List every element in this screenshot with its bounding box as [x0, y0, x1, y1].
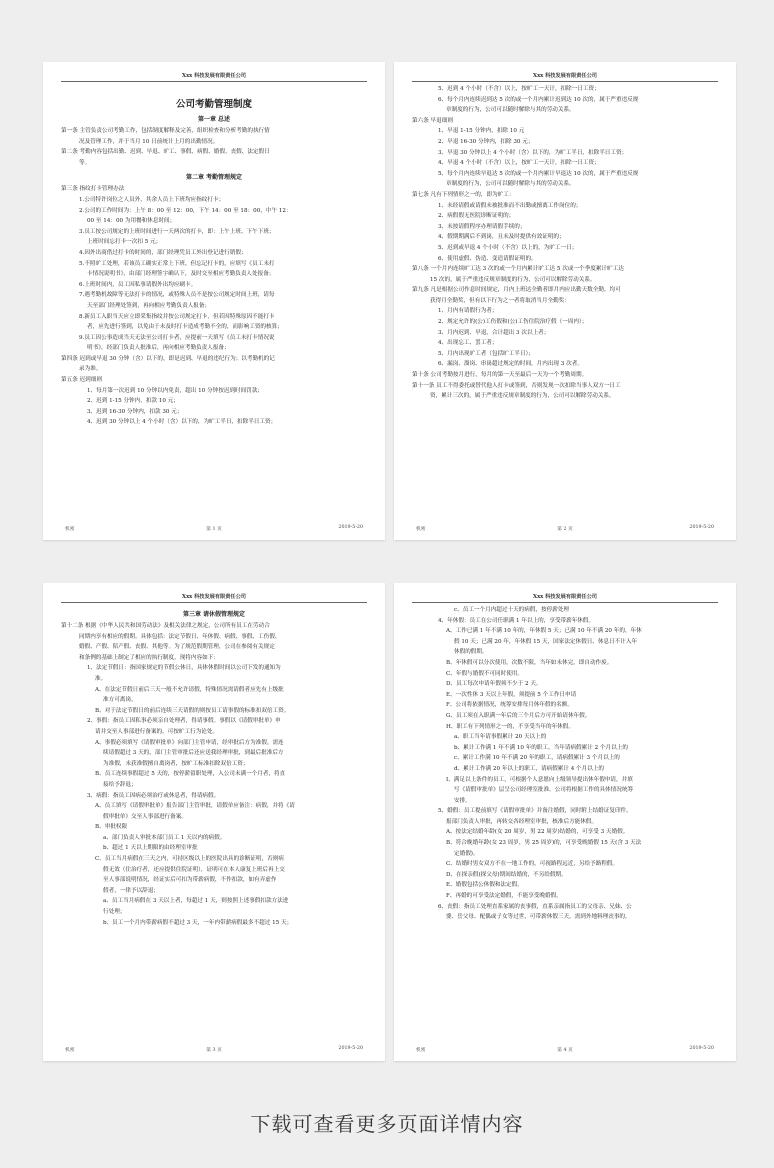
- footer-page-number: 第 1 页: [206, 527, 222, 532]
- text-line: 6、使用虚假、伪造、变造请假证明的。: [438, 255, 537, 262]
- text-line: 5.不照旷工处理，若该员工确实正常上下班，但忘记打卡的，应填写《员工未打: [79, 260, 275, 267]
- text-line: 6、每个月内连续迟到达 5 次的或一个月内累计迟到达 10 次的，属于严重违反规: [438, 96, 639, 103]
- text-line: 第二条 考勤内容包括出勤、迟到、早退、旷工、事假、病假、婚假、丧假、法定假日: [61, 149, 270, 156]
- chapter-heading: 第一章 总述: [197, 116, 231, 123]
- text-line: H、职工有下列情形之一的，不享受当年的年休假。: [446, 723, 574, 730]
- page-header: Xxx 科技发展有限责任公司: [61, 593, 367, 603]
- text-line: 2.公司的工作时间为：上午 8：00 至 12：00，下午 14：00 至 18：00，中午 12：: [79, 207, 292, 214]
- text-line: 资，累计三次的，属于严重违反规章制度的行为，公司可以解除劳动关系。: [430, 393, 615, 400]
- document-page-3: [43, 583, 385, 1061]
- text-line: 1、未经请假或请假未被批准而不出勤或擅离工作岗位的；: [438, 202, 582, 209]
- text-line: 定婚假)。: [454, 850, 479, 857]
- page-body: [412, 84, 718, 522]
- text-line: 第一条 主管负责公司考勤工作，包括制度解释及完善，组织检查和分析考勤的执行情: [61, 128, 270, 134]
- document-page-2: [394, 62, 736, 540]
- text-line: 第十一条 员工不得委托或替代他人打卡或签到，否则发现一次扣除当事人双方一日工: [412, 382, 621, 389]
- text-line: 2、病假假无医院诊断证明的；: [438, 213, 515, 220]
- page-footer: [412, 1046, 718, 1053]
- text-line: 续请假超过 3 天的，部门主管审批后还应送我经理审批，到最后批准后方: [103, 750, 284, 757]
- text-line: 4、迟到 30 分钟以上 4 个小时（含）以下的，为旷工半日，扣除半日工资；: [87, 419, 277, 426]
- page-footer: [61, 525, 367, 532]
- text-line: 假者，一律予以辞退；: [103, 887, 159, 894]
- text-line: c、员工一个月内超过十天的病假，按停薪处理: [454, 607, 570, 613]
- document-page-1: [43, 62, 385, 540]
- text-line: A、按法定结婚年龄(女 20 周岁，男 22 周岁)结婚的，可享受 3 天婚假。: [446, 829, 629, 836]
- text-line: 3、早退 30 分钟以上 4 个小时（含）以下的，为旷工半日，扣除半日工资；: [438, 149, 628, 156]
- text-line: E、一次性休 3 天以上年假，须提前 5 个工作日申请: [446, 691, 577, 698]
- text-line: 为准假，未获准假擅自离岗者，按旷工标准扣除双倍工资；: [103, 760, 249, 767]
- text-line: 8.新员工入职当天应立即采集指纹并按公司规定打卡，但若因特殊原因不能打卡: [79, 313, 275, 320]
- page-header: Xxx 科技发展有限责任公司: [412, 593, 718, 603]
- text-line: 第八条 一个月内连续旷工达 3 次的或一个月内累计旷工达 5 次或一个季度累计旷工达: [412, 266, 624, 273]
- text-line: c、累计工作满 10 年不满 20 年的职工，请病假累计 3 个月以上的: [454, 755, 620, 762]
- text-line: 写《请假审批单》层呈公司经理室批准。公司将根据工作的具体情况统筹: [454, 787, 634, 794]
- text-line: 1、每月第一次迟到 10 分钟以内免责，超出 10 分钟按迟到时间罚款；: [87, 387, 263, 394]
- document-page-4: [394, 583, 736, 1061]
- text-line: 第十二条 根据《中华人民共和国劳动法》及相关法律之规定，公司所有员工在劳动合: [61, 623, 270, 629]
- text-line: 婆、岳父母、配偶或子女等过世，可带薪休假三天，需到外地料理丧事的，: [446, 914, 631, 921]
- text-line: C、员工当月病假在三天之内，可持区级以上的医院出具的诊断证明，否则病: [95, 856, 284, 863]
- text-line: 第十条 公司考勤按月进行，每月的第一天至最后一天为一个考勤周期。: [412, 372, 588, 379]
- footer-date: 2019-5-20: [689, 525, 714, 530]
- text-line: 第三条 指纹打卡管理办法: [61, 186, 125, 193]
- text-line: 和条例的基础上制定了相应的执行制度，现将内容如下：: [79, 654, 219, 661]
- text-line: 3、迟到 16-30 分钟内，扣款 30 元；: [87, 408, 183, 415]
- text-line: 接给予辞退；: [103, 781, 137, 788]
- text-line: 2、迟到 1-15 分钟内，扣款 10 元；: [87, 398, 179, 405]
- text-line: a、部门负责人审批本部门员工 1 天以内的病假。: [103, 834, 226, 841]
- text-line: B、审批权限: [95, 824, 128, 831]
- text-line: 报部门负责人审批，再转交各经理室审批，核准后方能休假。: [446, 818, 598, 825]
- text-line: 行处理；: [103, 909, 126, 916]
- text-line: 录为准。: [79, 366, 102, 373]
- page-body: [61, 605, 367, 1043]
- text-line: B、年休假可以分次使用，次数不限，当年如未休完，即自动作废。: [446, 659, 613, 666]
- text-line: 第五条 迟到细则: [61, 377, 102, 384]
- text-line: 3、病假：指员工因病必须治疗或休息者，得请病假。: [87, 792, 220, 799]
- text-line: b、超过 1 天以上期限的由经理室审批: [103, 845, 198, 852]
- page-body: [61, 84, 367, 522]
- text-line: C、结婚时男女双方不在一地工作的，可视路程远近，另给予路程假。: [446, 861, 619, 868]
- text-line: 00 至 14：00 为用餐和休息时间；: [87, 218, 176, 225]
- text-line: 第四条 迟到或早退 30 分钟（含）以下的，即是迟到、早退的违纪行为；以考勤机的记: [61, 355, 275, 362]
- text-line: 1.公司特许岗位之人员外，其余人员上下班均应指纹打卡；: [79, 196, 225, 203]
- page-header: Xxx 科技发展有限责任公司: [61, 72, 367, 82]
- text-line: 5、迟到或早退 4 个小时（不含）以上的，为旷工一日；: [438, 244, 578, 251]
- chapter-heading: 第二章 考勤管理规定: [185, 174, 243, 182]
- text-line: 第九条 凡是根据公司作息时间规定，月内上班达全勤者即月内应出勤天数全勤，均可: [412, 287, 621, 294]
- text-line: A、工作已满 1 年不满 10 年的，年休假 5 天；已满 10 年不满 20 年的，年休: [446, 628, 642, 635]
- footer-page-number: 第 3 页: [206, 1048, 222, 1053]
- text-line: 至人事部说明情况，经证实后可扣为带薪病假，不作扣款，如有弄虚作: [103, 877, 277, 884]
- text-line: 卡情况说明书》，由部门经理签字确认下，及时交至相应考勤负责人处报备；: [87, 271, 275, 278]
- text-line: 婚假、产假、陪产假、丧假、其他等。为了规范假期管理，公司在参阅有关规定: [79, 644, 275, 651]
- text-line: 等。: [79, 159, 91, 166]
- text-line: 6、丧假：指员工处理直系家属的丧事假，直系亲属指员工的父母亲、兄妹、公: [438, 903, 632, 910]
- text-line: C、年假与婚假不可同时使用。: [446, 670, 523, 677]
- text-line: 2、事假：指员工因私事必须亲自处理者，得请事假。事假以《请假审批单》申: [87, 718, 281, 725]
- text-line: F、再婚的可享受法定婚假，不能享受晚婚假。: [446, 893, 562, 900]
- page-footer: [61, 1046, 367, 1053]
- text-line: 6、漏岗、溜岗、串岗超过规定的时间，月内出现 3 次者。: [438, 361, 583, 368]
- text-line: 假无效（住治疗者，还应提供住院证明），证明可在本人康复上班后再上交: [103, 866, 285, 873]
- text-line: A、在法定节假日前后三天一般不允许请假，特殊情况需请假者应先有上级批: [95, 686, 284, 693]
- text-line: 4、早退 4 个小时（不含）以上，按旷工一天计，扣除一日工资；: [438, 160, 600, 167]
- text-line: 章制度的行为，公司可以随时解除与其的劳动关系。: [446, 181, 575, 188]
- text-line: 上班时间忘打卡一次扣 5 元；: [87, 239, 162, 246]
- text-line: a、员工当月病假在 3 天以上者，每超过 1 天，则按照上述事假扣款方法进: [103, 898, 289, 905]
- text-line: F、公司将依据情况，统筹安排每月休年假的名额。: [446, 702, 573, 709]
- text-line: 4、假期期满后不到岗，且未及时提供有效证明的；: [438, 234, 565, 241]
- text-line: 7.遇考勤机故障等无法打卡的情况，或特殊人员不是按公司规定时间上班，请每: [79, 292, 275, 299]
- text-line: b、员工一个月内带薪病假不超过 3 天，一年内带薪病假最多不超过 15 天；: [103, 919, 293, 926]
- document-title: 公司考勤管理制度: [175, 99, 252, 110]
- text-line: b、累计工作满 1 年不满 10 年的职工，当年请病假累计 2 个月以上的: [454, 744, 628, 751]
- text-line: 况及管理工作，并于当月 10 日前统计上月的出勤情况。: [79, 138, 219, 145]
- text-line: 3、月内迟到、早退，合计超出 3 次以上者；: [438, 329, 550, 336]
- text-line: B、对于法定节假日的前后连续三天请假的则按员工请事假的标准扣双倍工资。: [95, 707, 290, 714]
- text-line: 2、早退 16-30 分钟内，扣除 30 元；: [438, 138, 534, 145]
- footer-confidential: 机密: [416, 527, 426, 532]
- text-line: 获得月全勤奖，但有以下行为之一者将取消当月全勤奖：: [430, 297, 570, 304]
- text-line: 明书》，经部门负责人批准后，再向相应考勤负责人报备；: [87, 345, 230, 352]
- text-line: 准方可离岗。: [103, 697, 137, 704]
- text-line: 5、月内出现旷工者（包括旷工半日）；: [438, 350, 534, 357]
- text-line: 安排。: [454, 797, 471, 804]
- text-line: A、员工填写《请假审批单》报告部门主管审批，请假单应备注：病假，并将《请: [95, 803, 295, 810]
- text-line: I、满足以上条件的员工，可根据个人意愿向上级领导提出休年假申请，并填: [446, 776, 633, 783]
- text-line: D、员工每次申请年假须不少于 2 天。: [446, 681, 542, 688]
- download-more-caption: 下载可查看更多页面详情内容: [250, 1112, 524, 1136]
- text-line: 1、早退 1-15 分钟内，扣除 10 元: [438, 128, 525, 135]
- text-line: B、员工连续事假超过 5 天的，按停薪留职处理，入公司未满一个月者，将直: [95, 771, 286, 778]
- text-line: 第七条 凡有下列情形之一的，即为旷工：: [412, 191, 515, 198]
- footer-page-number: 第 2 页: [557, 527, 573, 532]
- text-line: 4.因外出商借过打卡的时间的，部门经理凭员工外出登记进行销假；: [79, 249, 247, 256]
- text-line: 同期内享有相应的假期。具体包括：法定节假日、年休假、病假、事假、工伤假、: [79, 633, 281, 640]
- text-line: 5、每个月内连续早退达 5 次的或一个月内累计早退达 10 次的，属于严重违反规: [438, 170, 639, 177]
- text-line: 4、出现忘工、罢工者；: [438, 340, 498, 347]
- footer-page-number: 第 4 页: [557, 1048, 573, 1053]
- text-line: 章制度的行为，公司可以随时解除与其的劳动关系。: [446, 107, 575, 114]
- text-line: d、累计工作满 20 年以上的职工，请病假累计 4 个月以上的: [454, 765, 605, 772]
- text-line: 15 次的，属于严重违反规章制度的行为，公司可以解除劳动关系。: [430, 276, 596, 283]
- text-line: 3、未按请假程序办理请假手续的；: [438, 223, 526, 230]
- text-line: 3.员工按公司规定的上班时间进行一天两次的打卡，即：上午上班、下午下班；: [79, 228, 275, 235]
- footer-confidential: 机密: [65, 1048, 75, 1053]
- text-line: 5、迟到 4 个小时（不含）以上，按旷工一天计，扣除一日工资；: [438, 86, 600, 92]
- text-line: 5、婚假：员工提前填写《请假审批单》并备注婚假，同时附上结婚证复印件，: [438, 808, 632, 815]
- text-line: 假审批单》交至人事部进行备案。: [103, 813, 187, 820]
- text-line: 休假的假期。: [454, 649, 488, 656]
- text-line: 2、规定允许的(公)工伤假和(公)工伤住院治疗假（一周内）；: [438, 319, 588, 326]
- footer-date: 2019-5-20: [338, 525, 363, 530]
- chapter-heading: 第三章 请休假管理规定: [182, 611, 246, 618]
- text-line: B、符合晚婚年龄(女 23 周岁，男 25 周岁)的，可享受晚婚假 15 天(含 3 天法: [446, 840, 642, 847]
- page-body: [412, 605, 718, 1043]
- footer-date: 2019-5-20: [689, 1046, 714, 1051]
- text-line: a、职工当年请事假累计 20 天以上的: [454, 734, 547, 741]
- page-header: Xxx 科技发展有限责任公司: [412, 72, 718, 82]
- text-line: E、婚假包括公休假和法定假。: [446, 882, 523, 889]
- text-line: 9.员工因公事造成当天无法至公司打卡者，应提前一天填写《员工未打卡情况说: [79, 334, 275, 341]
- text-line: 假 10 天；已满 20 年，年休假 15 天，国家法定休假日、休息日不计入年: [454, 638, 638, 645]
- text-line: 1、月内有请假行为者；: [438, 308, 498, 315]
- text-line: 第六条 早退细则: [412, 117, 453, 124]
- footer-date: 2019-5-20: [338, 1046, 363, 1051]
- text-line: A、事假必须填写《请假审批单》向部门主管申请，经审批后方为准假。需连: [95, 739, 284, 746]
- text-line: 者，应先进行签到，以免由于未及时打卡造成考勤不全的，而影响工资的核算；: [87, 324, 283, 331]
- text-line: 6.上班时间内，员工因私事请假外出均应刷卡。: [79, 281, 197, 288]
- page-footer: [412, 525, 718, 532]
- text-line: D、在探亲假(探父母)期间结婚的，不另给假期。: [446, 871, 567, 878]
- text-line: G、员工须在入职满一年后的三个月后方可开始请休年假。: [446, 712, 591, 719]
- footer-confidential: 机密: [416, 1048, 426, 1053]
- text-line: 4、年休假：员工在公司任职满 1 年以上的，享受带薪年休假。: [438, 617, 595, 624]
- text-line: 天至部门经理处签到，再向相应考勤负责人报备；: [87, 302, 211, 309]
- footer-confidential: 机密: [65, 527, 75, 532]
- text-line: 准。: [95, 675, 107, 682]
- text-line: 1、法定节假日：指国家规定的节假公休日，具体休假时间以公司下发的通知为: [87, 665, 281, 672]
- text-line: 请并交至人事部进行备案的，可按旷工行为论处。: [95, 728, 219, 735]
